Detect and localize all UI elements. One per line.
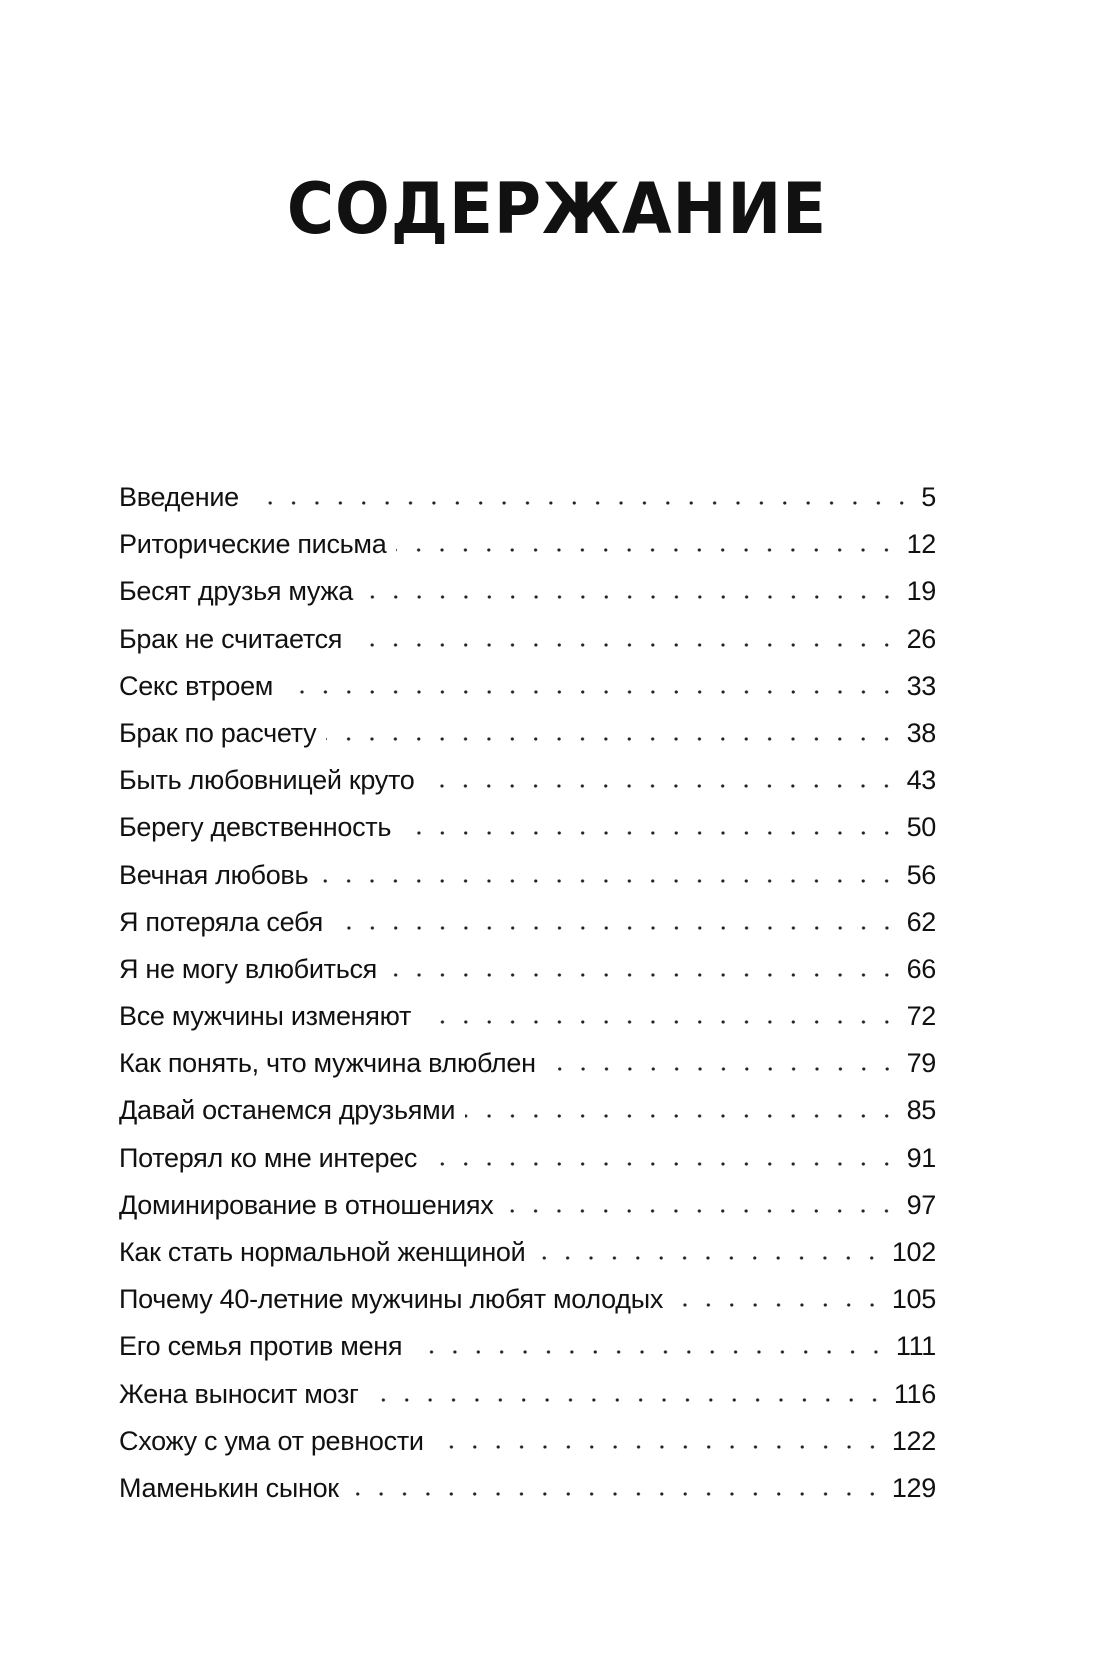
toc-entry-page: 129 <box>891 1472 936 1503</box>
toc-entry <box>119 1001 936 1048</box>
dot-leader <box>434 1444 884 1450</box>
toc-entry-page: 50 <box>906 812 936 843</box>
toc-entry-title: Вечная любовь <box>119 859 309 890</box>
toc-entry <box>119 718 936 765</box>
toc-entry-title: Быть любовницей круто <box>119 765 415 796</box>
toc-entry-title: Я потеряла себя <box>119 906 323 937</box>
toc-entry-title: Схожу с ума от ревности <box>119 1425 424 1456</box>
toc-entry <box>119 1095 936 1142</box>
dot-leader <box>333 925 899 931</box>
toc-entry-page: 72 <box>906 1001 936 1032</box>
dot-leader <box>412 1349 888 1355</box>
toc-entry <box>119 1190 936 1237</box>
toc-entry-title: Давай останемся друзьями <box>119 1095 456 1126</box>
toc-entry <box>119 907 936 954</box>
toc-entry-page: 38 <box>906 717 936 748</box>
dot-leader <box>396 547 898 553</box>
page-title: СОДЕРЖАНИЕ <box>286 168 828 250</box>
toc-entry-page: 122 <box>891 1425 936 1456</box>
dot-leader <box>283 689 899 695</box>
dot-leader <box>249 500 913 506</box>
toc-entry-title: Как понять, что мужчина влюблен <box>119 1048 536 1079</box>
toc-entry <box>119 812 936 859</box>
toc-entry-page: 97 <box>906 1189 936 1220</box>
toc-entry-page: 43 <box>906 765 936 796</box>
toc-entry-page: 102 <box>891 1237 936 1267</box>
toc-entry <box>119 671 936 718</box>
dot-leader <box>401 830 898 836</box>
dot-leader <box>546 1066 899 1072</box>
toc-entry-title: Брак по расчету <box>119 717 317 748</box>
toc-entry <box>119 765 936 812</box>
toc-entry-title: Все мужчины изменяют <box>119 1001 412 1032</box>
dot-leader <box>352 642 898 648</box>
toc-entry-title: Берегу девственность <box>119 812 392 843</box>
dot-leader <box>465 1113 898 1119</box>
dot-leader <box>503 1208 898 1214</box>
toc-entry-page: 85 <box>906 1095 936 1126</box>
toc-entry-page: 56 <box>906 859 936 890</box>
toc-entry-page: 116 <box>893 1378 936 1409</box>
dot-leader <box>424 783 898 789</box>
dot-leader <box>326 736 898 742</box>
toc-entry-title: Почему 40-летние мужчины любят молодых <box>119 1284 664 1315</box>
toc-entry-page: 66 <box>906 953 936 984</box>
table-of-contents <box>119 482 936 1520</box>
toc-entry-title: Секс втроем <box>119 670 274 701</box>
toc-entry <box>119 1473 936 1520</box>
toc-entry <box>119 1379 936 1426</box>
dot-leader <box>318 878 898 884</box>
toc-entry <box>119 529 936 576</box>
dot-leader <box>349 1491 884 1497</box>
toc-entry-title: Маменькин сынок <box>119 1472 339 1503</box>
toc-entry-title: Риторические письма <box>119 529 387 560</box>
dot-leader <box>387 972 899 978</box>
toc-entry-page: 19 <box>906 576 936 607</box>
toc-entry <box>119 1426 936 1473</box>
toc-entry-page: 79 <box>906 1048 936 1079</box>
toc-entry-page: 105 <box>891 1284 936 1315</box>
toc-entry-title: Брак не считается <box>119 623 343 654</box>
toc-entry-page: 5 <box>921 482 936 512</box>
toc-entry-title: Его семья против меня <box>119 1331 403 1362</box>
toc-entry-title: Введение <box>119 482 239 512</box>
toc-entry-page: 111 <box>895 1331 936 1362</box>
toc-entry-page: 62 <box>906 906 936 937</box>
toc-entry-title: Жена выносит мозг <box>119 1378 359 1409</box>
toc-entry <box>119 1048 936 1095</box>
toc-entry-page: 12 <box>906 529 936 560</box>
toc-entry <box>119 482 936 529</box>
dot-leader <box>363 594 899 600</box>
toc-entry <box>119 1143 936 1190</box>
toc-entry-page: 33 <box>906 670 936 701</box>
toc-entry-title: Я не могу влюбиться <box>119 953 377 984</box>
toc-entry <box>119 576 936 623</box>
toc-entry-page: 91 <box>906 1142 936 1173</box>
toc-entry-title: Потерял ко мне интерес <box>119 1142 418 1173</box>
toc-entry <box>119 624 936 671</box>
dot-leader <box>427 1161 898 1167</box>
dot-leader <box>673 1302 884 1308</box>
toc-entry <box>119 1237 936 1284</box>
toc-entry <box>119 1284 936 1331</box>
toc-entry-title: Бесят друзья мужа <box>119 576 353 607</box>
toc-entry <box>119 1331 936 1378</box>
dot-leader <box>535 1255 883 1261</box>
toc-entry <box>119 954 936 1001</box>
toc-entry-page: 26 <box>906 623 936 654</box>
dot-leader <box>421 1019 899 1025</box>
toc-entry-title: Доминирование в отношениях <box>119 1189 494 1220</box>
toc-entry <box>119 860 936 907</box>
toc-entry-title: Как стать нормальной женщиной <box>119 1237 526 1267</box>
dot-leader <box>369 1397 886 1403</box>
